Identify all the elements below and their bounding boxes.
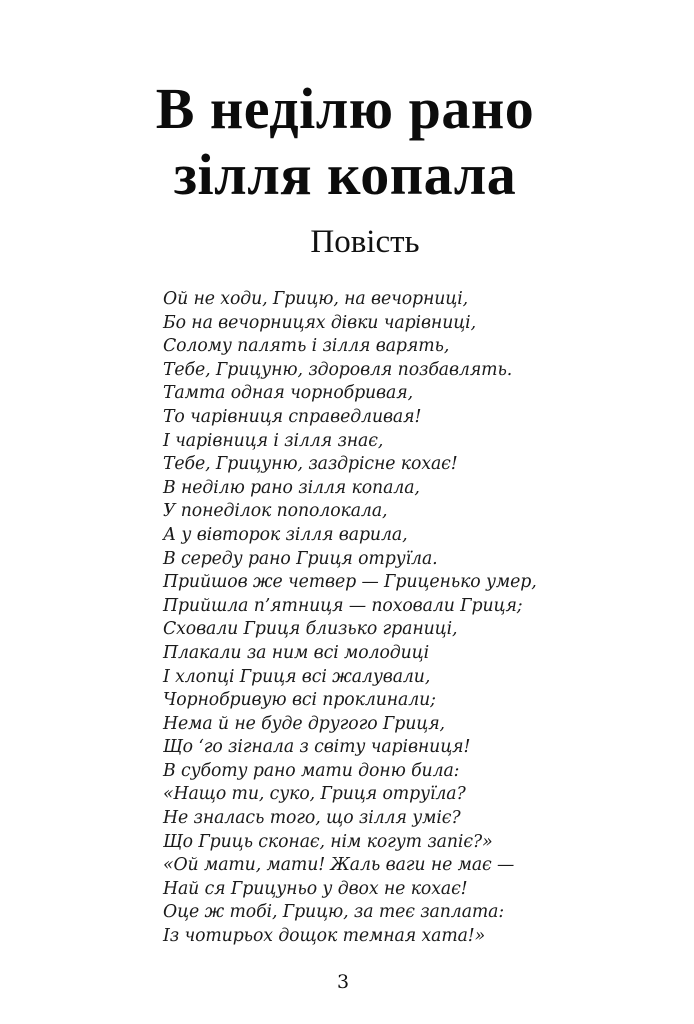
title-line-1: В неділю рано (155, 76, 535, 141)
poem-line: А у вівторок зілля варила, (163, 524, 408, 545)
poem-line: Із чотирьох дощок темная хата!» (163, 926, 486, 947)
poem-line: В неділю рано зілля копала, (163, 477, 420, 498)
poem-line: Бо на вечорницях дівки чарівниці, (163, 312, 477, 333)
poem-line: В середу рано Гриця отруїла. (163, 548, 438, 569)
poem-line: Що Гриць сконає, нім когут запіє?» (163, 831, 493, 852)
poem-line: Солому палять і зілля варять, (163, 336, 450, 357)
poem-line: В суботу рано мати доню била: (163, 760, 460, 781)
poem-line: І хлопці Гриця всі жалували, (163, 666, 431, 687)
poem-line: Чорнобривую всі проклинали; (163, 690, 436, 711)
poem-line: Тебе, Грицуню, заздрісне кохає! (163, 454, 458, 475)
poem-line: Прийшла п’ятниця — поховали Гриця; (163, 595, 523, 616)
poem-line: Ой не ходи, Грицю, на вечорниці, (163, 289, 469, 309)
poem-line: Най ся Грицуньо у двох не кохає! (163, 878, 468, 899)
page-title (0, 76, 690, 208)
poem-line: Тамта одная чорнобривая, (163, 383, 413, 404)
poem-line: Тебе, Грицуню, здоровля позбавлять. (163, 359, 513, 380)
poem-line: Оце ж тобі, Грицю, за теє заплата: (163, 902, 505, 923)
subtitle: Повість (310, 224, 420, 260)
poem-line: Не зналась того, що зілля уміє? (163, 808, 461, 829)
poem-line: «Нащо ти, суко, Гриця отруїла? (163, 784, 466, 805)
poem-line: У понеділок пополокала, (163, 501, 388, 522)
poem-line: Нема й не буде другого Гриця, (163, 713, 445, 734)
poem-line: «Ой мати, мати! Жаль ваги не має — (163, 855, 515, 876)
title-line-2: зілля копала (173, 142, 517, 207)
page-number: 3 (336, 971, 350, 993)
poem-text (163, 288, 623, 949)
poem-line: Сховали Гриця близько границі, (163, 619, 458, 640)
poem-line: Прийшов же четвер — Гриценько умер, (163, 572, 537, 593)
poem-line: То чарівниця справедливая! (163, 406, 422, 427)
poem-line: І чарівниця і зілля знає, (163, 430, 384, 451)
poem-line: Що ‘го зігнала з світу чарівниця! (163, 737, 471, 758)
poem-line: Плакали за ним всі молодиці (163, 642, 430, 663)
